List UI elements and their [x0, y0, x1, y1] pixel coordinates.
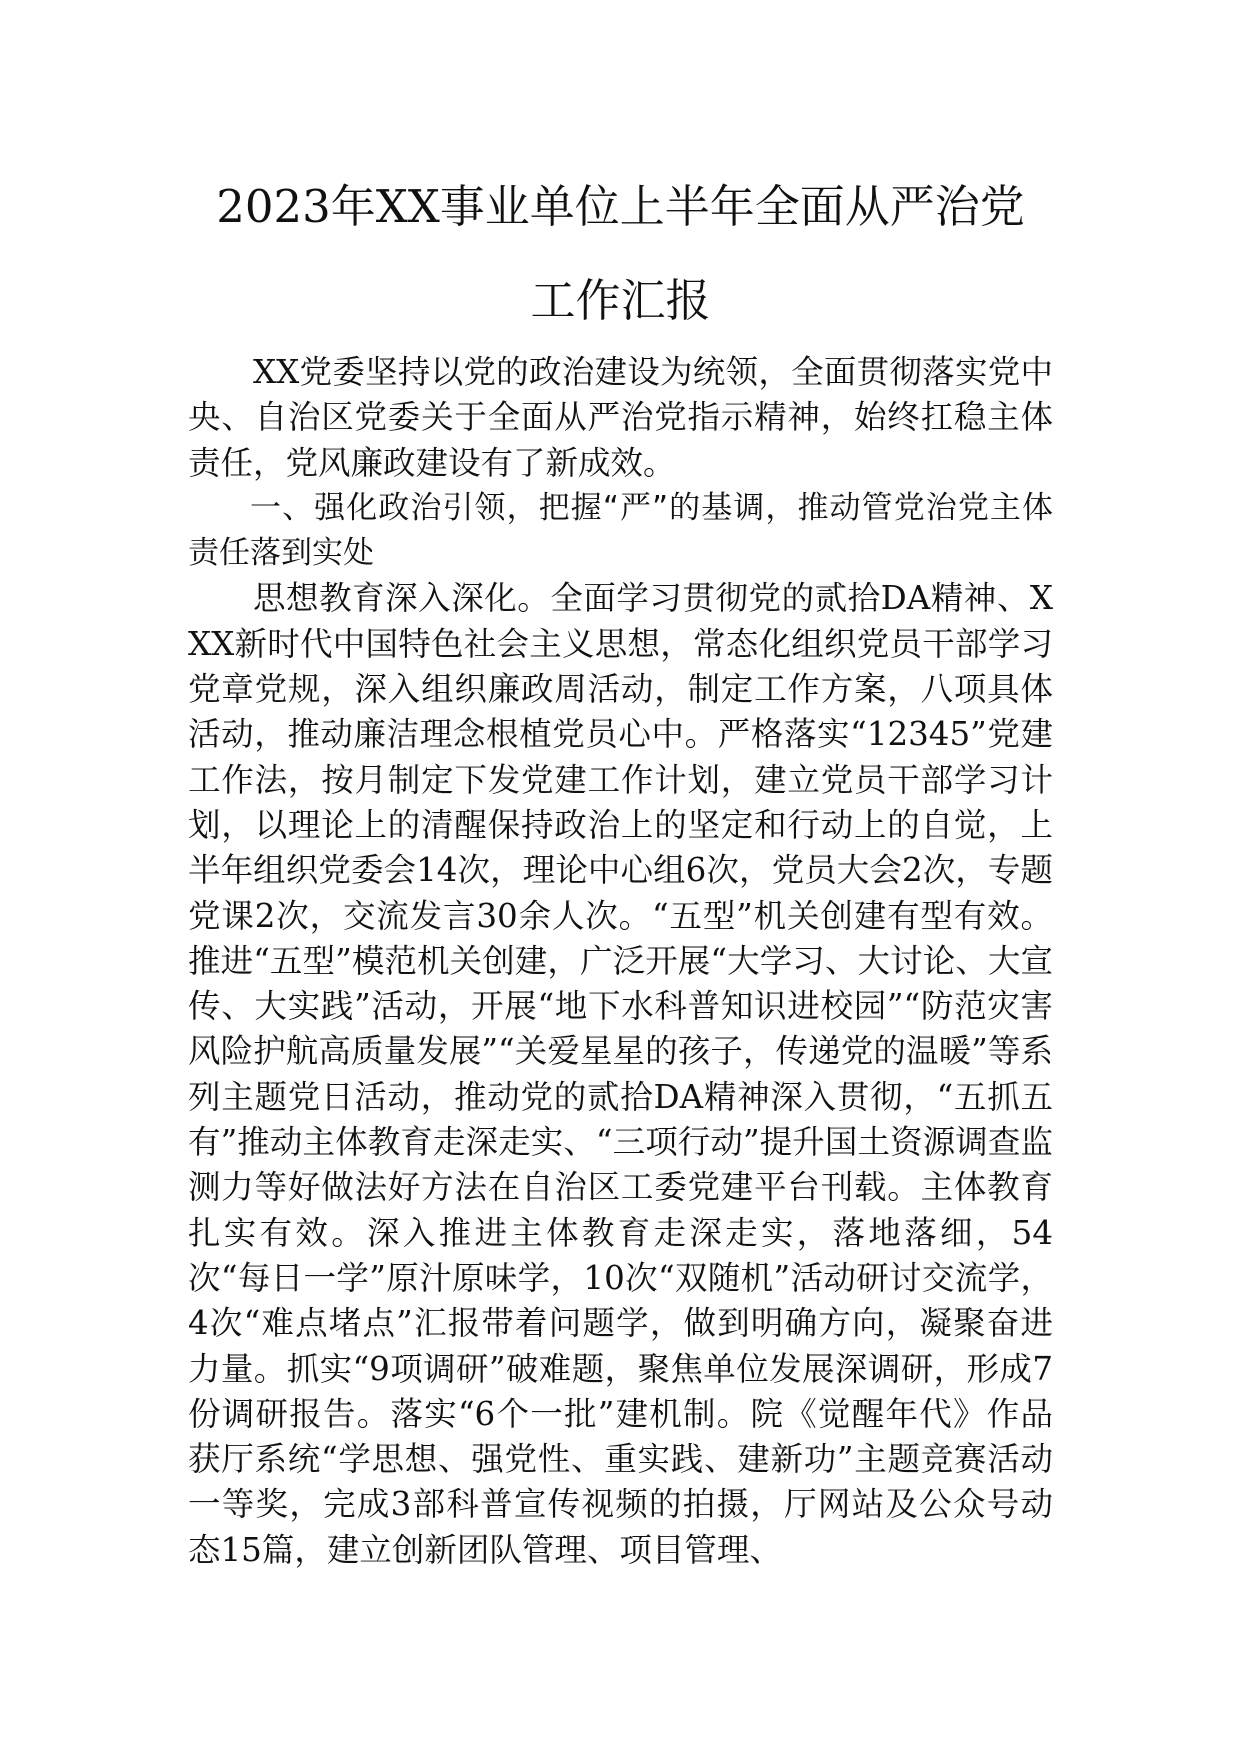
section-1-heading: 一、强化政治引领，把握“严”的基调，推动管党治党主体责任落到实处 [188, 489, 1053, 572]
document-title-line-1: 2023年XX事业单位上半年全面从严治党 [216, 180, 1025, 233]
section-1-body: 思想教育深入深化。全面学习贯彻党的贰拾DA精神、XXX新时代中国特色社会主义思想，常态化组织党员干部学习党章党规，深入组织廉政周活动，制定工作方案，八项具体活动，推动廉洁理念根植党员心中。严格落实“12345”党建工作法，按月制定下发党建工作计划，建立党员干部学习计划，以理论上的清醒保持政治上的坚定和行动上的自觉，上半年组织党委会14次，理论中心组6次，党员大会2次，专题党课2次，交流发言30余人次。“五型”机关创建有型有效。推进“五型”模范机关创建，广泛开展“大学习、大讨论、大宣传、大实践”活动，开展“地下水科普知识进校园”“防范灾害风险护航高质量发展”“关爱星星的孩子，传递党的温暖”等系列主题党日活动，推动党的贰拾DA精神深入贯彻，“五抓五有”推动主体教育走深走实、“三项行动”提升国土资源调查监测力等好做法好方法在自治区工委党建平台刊载。主体教育扎实有效。深入推进主体教育走深走实，落地落细，54次“每日一学”原汁原味学，10次“双随机”活动研讨交流学，4次“难点堵点”汇报带着问题学，做到明确方向，凝聚奋进力量。抓实“9项调研”破难题，聚焦单位发展深调研，形成7份调研报告。落实“6个一批”建机制。院《觉醒年代》作品获厅系统“学思想、强党性、重实践、建新功”主题竞赛活动一等奖，完成3部科普宣传视频的拍摄，厅网站及公众号动态15篇，建立创新团队管理、项目管理、 [188, 579, 1053, 1569]
document-body [188, 350, 1053, 1573]
document-title-line-2: 工作汇报 [530, 274, 711, 327]
document-page [188, 160, 1053, 1573]
intro-paragraph: XX党委坚持以党的政治建设为统领，全面贯彻落实党中央、自治区党委关于全面从严治党指示精神，始终扛稳主体责任，党风廉政建设有了新成效。 [188, 353, 1053, 482]
